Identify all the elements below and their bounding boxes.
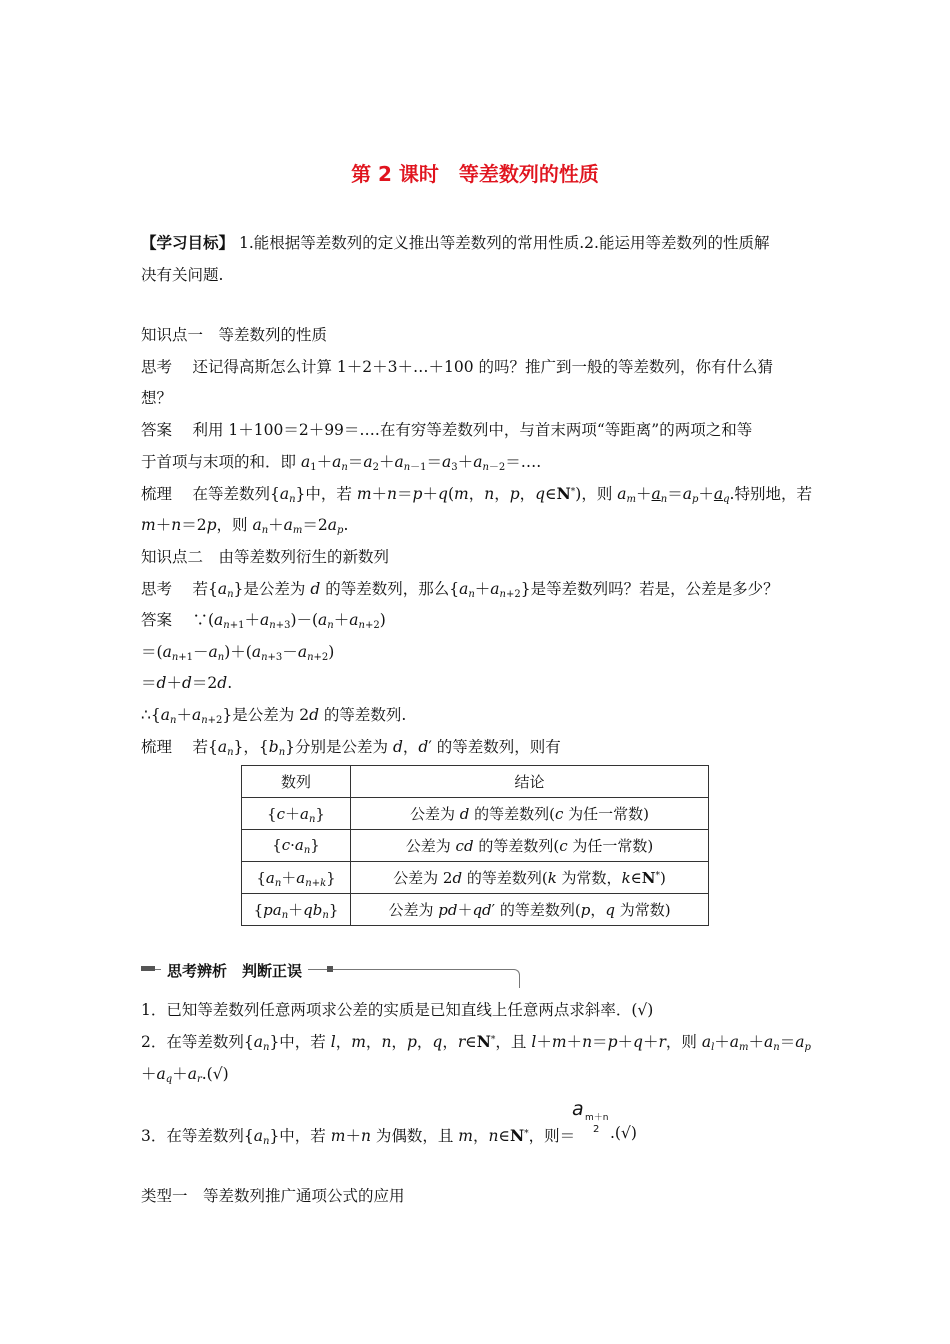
kp2-summary-formula: 若$\{a_n\}$，$\{b_n\}$分别是公差为 d，d′ 的等差数列，则有 [192,738,561,758]
kp1-summary-formula: 在等差数列$\{a_n\}$中，若 m＋n＝p＋q(m，n，p，q∈N*)，则 $a_m+a_n=a_p+a_q$.特别地，若 [192,484,812,505]
section-dot-icon [327,966,333,972]
fraction-denominator: 2 [593,1124,600,1135]
table-cell-sequence: $\{a_n+a_{n+k}\}$ [242,862,351,894]
kp1-answer-line-1 [141,418,752,440]
kp1-summary-line-1 [141,482,812,505]
kp1-answer-label: 答案 [141,421,173,439]
objectives-text-1: 1.能根据等差数列的定义推出等差数列的常用性质.2.能运用等差数列的性质解 [238,234,770,252]
table-cell-conclusion: 公差为 cd 的等差数列(c 为任一常数) [351,830,709,862]
table-cell-conclusion: 公差为 d 的等差数列(c 为任一常数) [351,798,709,830]
kp1-summary-line-2: m＋n＝2p，则 $a_n+a_m=2a_p$. [141,516,349,536]
table-header-sequence: 数列 [242,766,351,798]
table-row [242,798,709,830]
judge-item-2-line-2: $+a_q+a_r.(√)$ [141,1065,229,1085]
table-cell-conclusion: 公差为 pd＋qd′ 的等差数列(p，q 为常数) [351,894,709,926]
kp1-summary-label: 梳理 [141,485,173,503]
kp2-heading: 知识点二 由等差数列衍生的新数列 [141,548,390,566]
type1-heading: 类型一 等差数列推广通项公式的应用 [141,1187,405,1205]
objectives-label: 【学习目标】 [141,234,235,252]
table-header-row [242,766,709,798]
judge-header-text: 思考辨析 判断正误 [161,960,308,981]
page-title: 第 2 课时 等差数列的性质 [351,162,599,186]
kp1-answer-text-2: 于首项与末项的和．即 [141,453,297,471]
kp2-step-3: ＝d＋d＝2d. [141,674,233,692]
kp1-answer-formula: $a_1+a_n=a_2+a_{n-1}=a_3+a_{n-2}=\dots$. [300,453,542,473]
kp2-answer-line-1 [141,608,386,631]
kp1-think-text: 还记得高斯怎么计算 1＋2＋3＋…＋100 的吗？推广到一般的等差数列，你有什么猜 [192,358,773,376]
kp2-step-4: $\therefore\{a_n+a_{n+2}\}$是公差为 2d 的等差数列. [141,706,407,726]
judge-section-header [141,960,521,990]
judge-item-3-tail: .(√) [610,1124,637,1142]
judge-item-2-line-1: 2．在等差数列$\{a_n\}$中，若 l，m，n，p，q，r∈N*，且 l＋m＋n＝p＋q＋r，则 $a_l+a_m+a_n=a_p$ [141,1032,811,1053]
fraction-numerator: a [572,1098,584,1120]
kp2-step-2: $=(a_{n+1}-a_n)+(a_{n+3}-a_{n+2})$ [141,643,335,663]
kp2-summary-line [141,735,561,758]
judge-item-3: 3．在等差数列$\{a_n\}$中，若 m＋n 为偶数，且 m，n∈N*，则＝ [141,1126,576,1147]
properties-table [241,765,709,926]
table-row [242,830,709,862]
kp2-step-1: $\because(a_{n+1}+a_{n+3})-(a_n+a_{n+2})$ [192,611,386,631]
kp1-answer-line-2 [141,450,541,473]
kp2-answer-label: 答案 [141,611,173,629]
judge-item-1: 1．已知等差数列任意两项求公差的实质是已知直线上任意两点求斜率．(√) [141,1001,654,1019]
kp2-think-line [141,577,779,600]
table-cell-conclusion: 公差为 2d 的等差数列(k 为常数，k∈N*) [351,862,709,894]
objectives-line-2: 决有关问题. [141,266,224,284]
kp2-think-formula: 若$\{a_n\}$是公差为 d 的等差数列，那么$\{a_n+a_{n+2}\}$是等差数列吗？若是，公差是多少？ [192,580,779,600]
table-row [242,862,709,894]
table-cell-sequence: $\{c\cdot a_n\}$ [242,830,351,862]
kp2-summary-label: 梳理 [141,738,173,756]
table-header-conclusion: 结论 [351,766,709,798]
kp1-heading: 知识点一 等差数列的性质 [141,326,328,344]
kp1-think-label: 思考 [141,358,173,376]
kp1-think-line-2: 想？ [141,389,173,407]
kp1-answer-text: 利用 1＋100＝2＋99＝….在有穷等差数列中，与首末两项“等距离”的两项之和等 [192,421,753,439]
section-bar-icon [141,966,155,971]
table-row [242,894,709,926]
table-cell-sequence: $\{pa_n+qb_n\}$ [242,894,351,926]
table-cell-sequence: $\{c+a_n\}$ [242,798,351,830]
objectives-line-1 [141,231,769,253]
kp2-think-label: 思考 [141,580,173,598]
kp1-think-line-1 [141,355,773,377]
fraction-subscript: m＋n [585,1113,609,1123]
